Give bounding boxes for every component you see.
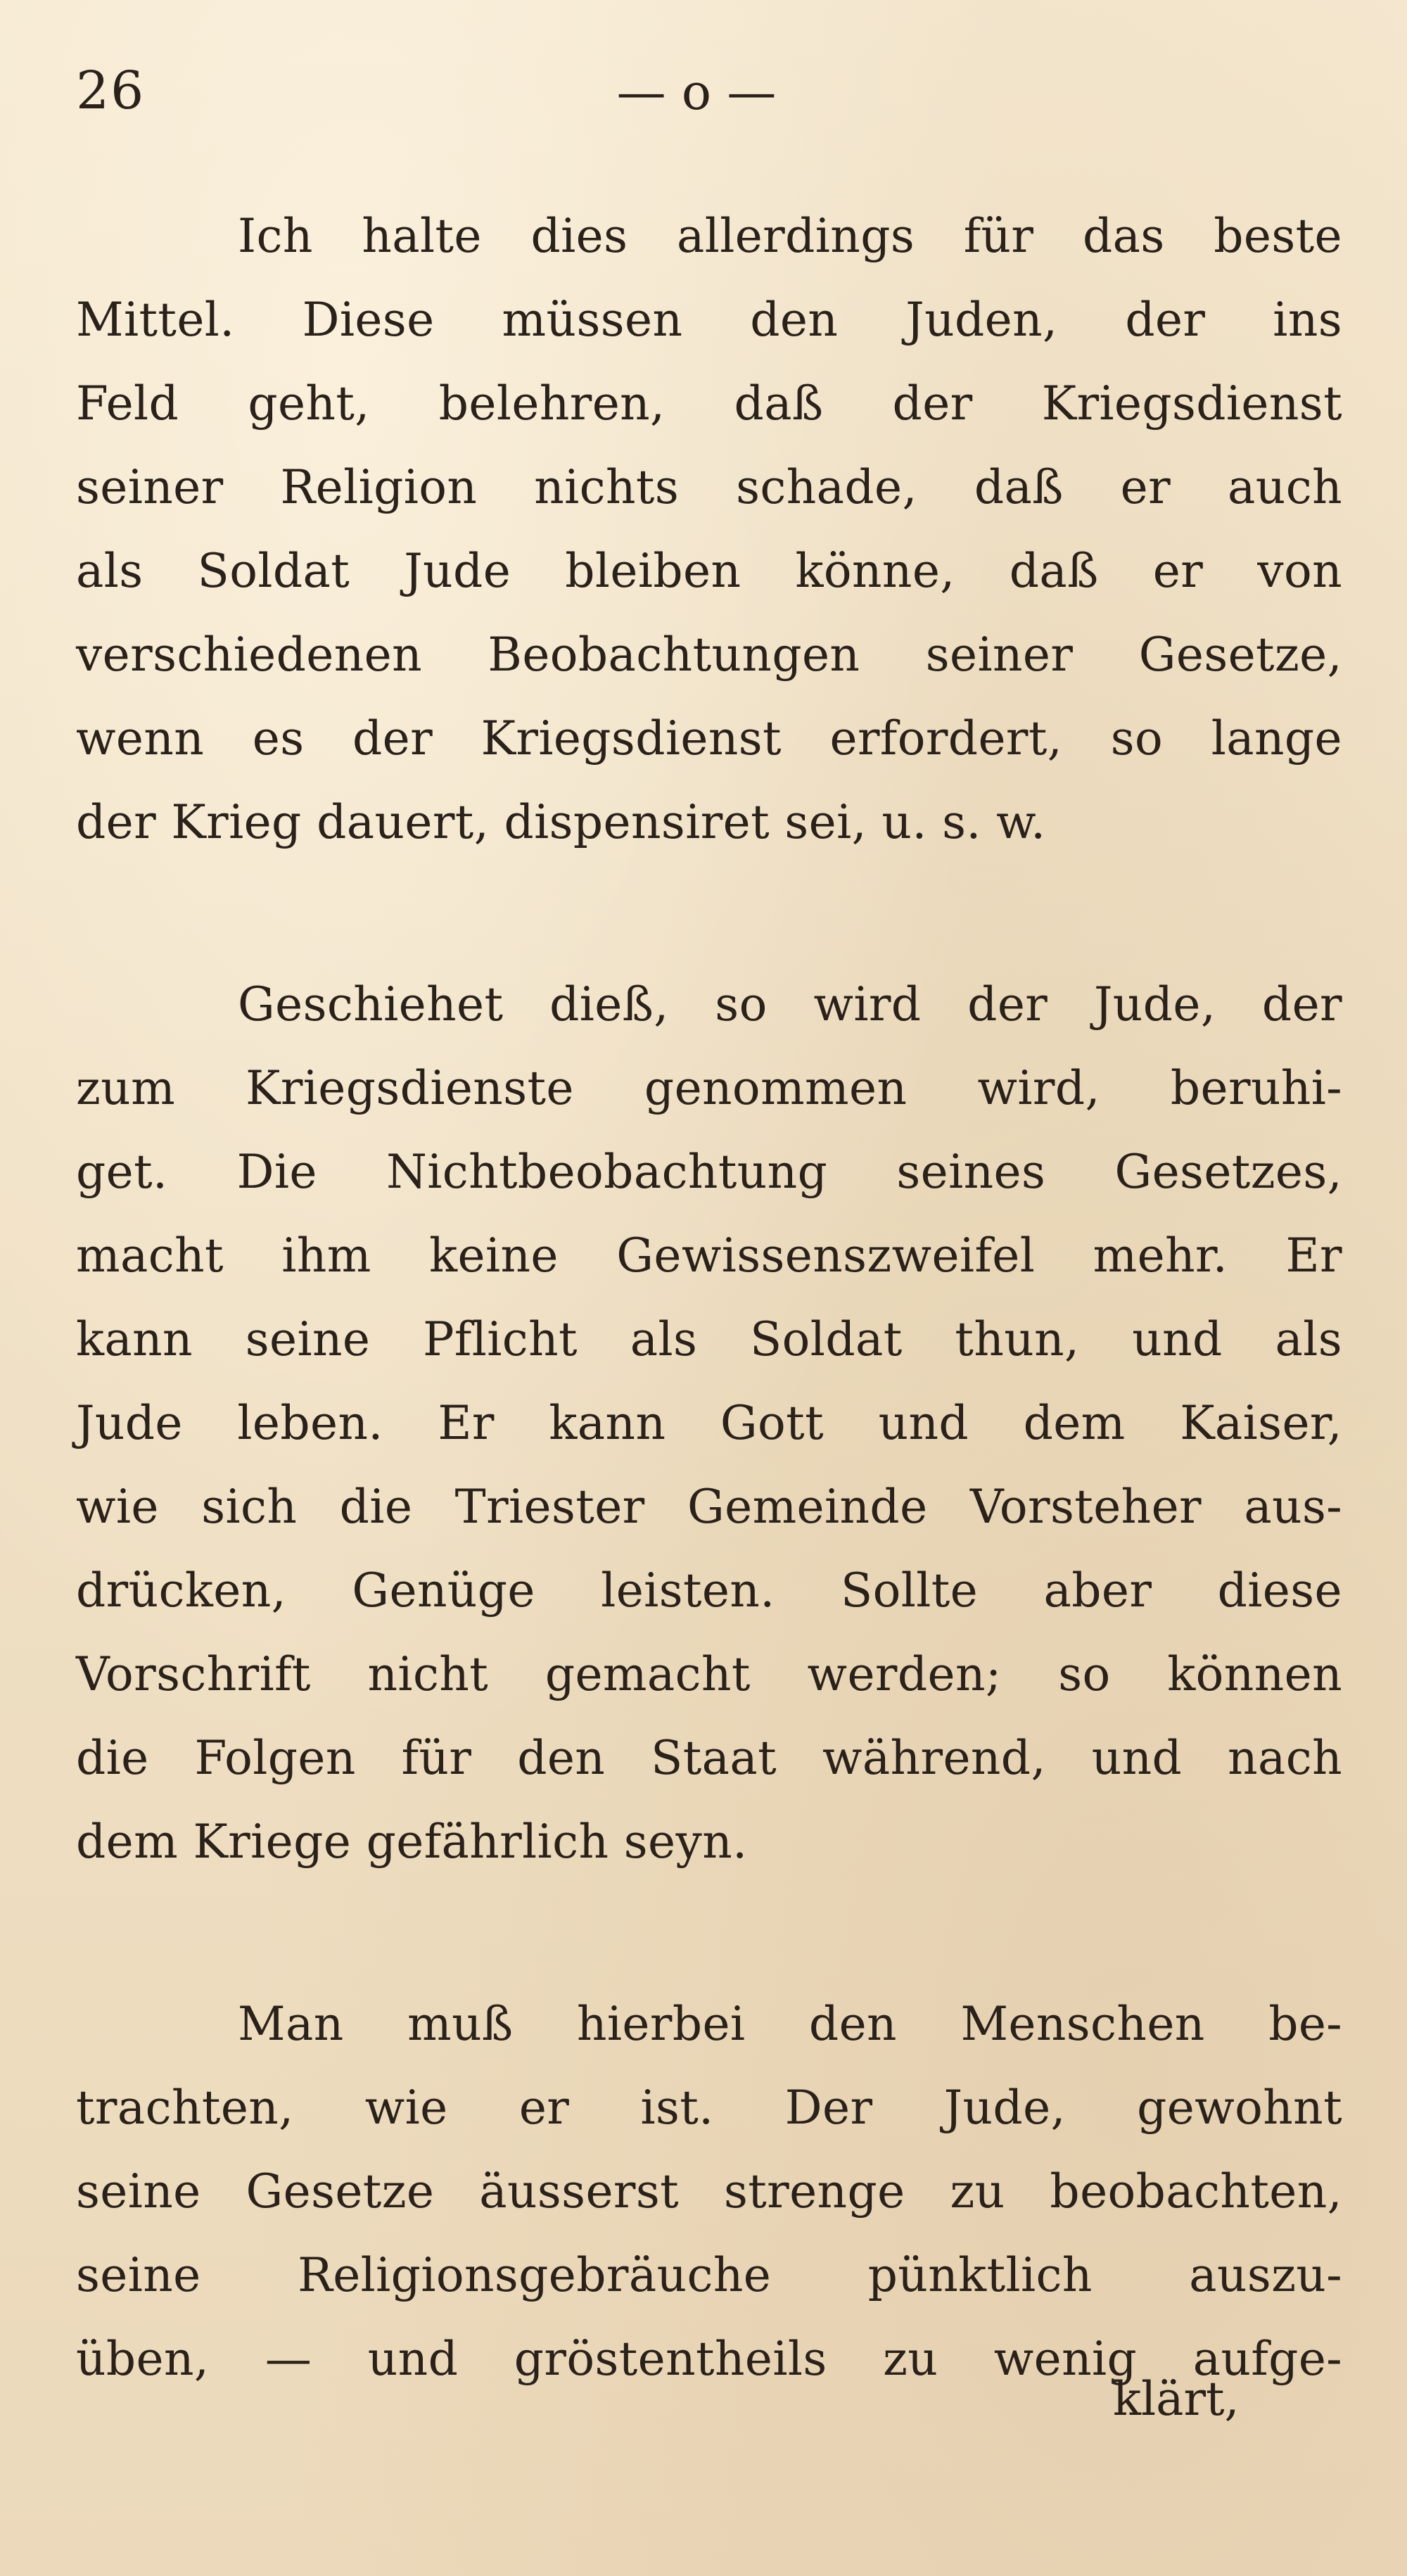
text-line: verschiedenen Beobachtungen seiner Gesetze,: [76, 628, 1342, 682]
text-line: seiner Religion nichts schade, daß er auch: [76, 460, 1342, 514]
text-line: der Krieg dauert, dispensiret sei, u. s. w.: [76, 795, 1046, 849]
page-number: 26: [76, 61, 146, 121]
body-text: [76, 194, 1342, 2401]
text-line: drücken, Genüge leisten. Sollte aber diese: [76, 1563, 1342, 1618]
text-line: macht ihm keine Gewissenszweifel mehr. Er: [76, 1229, 1342, 1283]
text-line: dem Kriege gefährlich seyn.: [76, 1815, 748, 1869]
text-line: Jude leben. Er kann Gott und dem Kaiser,: [76, 1396, 1342, 1450]
text-line: get. Die Nichtbeobachtung seines Gesetzes,: [76, 1145, 1342, 1199]
text-line: Mittel. Diese müssen den Juden, der ins: [76, 293, 1342, 347]
text-line: seine Gesetze äusserst strenge zu beobachten,: [76, 2164, 1342, 2219]
paragraph-2: [76, 963, 1342, 1884]
text-line: Man muß hierbei den Menschen be-: [238, 1997, 1342, 2051]
paragraph-1: [76, 194, 1342, 864]
text-line: trachten, wie er ist. Der Jude, gewohnt: [76, 2081, 1342, 2135]
paragraph-3: [76, 1982, 1342, 2401]
text-line: zum Kriegsdienste genommen wird, beruhi-: [76, 1061, 1342, 1115]
text-line: wenn es der Kriegsdienst erfordert, so lange: [76, 711, 1342, 766]
text-line: Vorschrift nicht gemacht werden; so können: [76, 1647, 1342, 1701]
text-line: als Soldat Jude bleiben könne, daß er von: [76, 544, 1342, 598]
text-line: Ich halte dies allerdings für das beste: [238, 209, 1342, 263]
text-line: wie sich die Triester Gemeinde Vorsteher aus-: [76, 1480, 1342, 1534]
text-line: Geschiehet dieß, so wird der Jude, der: [238, 977, 1342, 1032]
running-head: — o —: [616, 63, 777, 121]
text-line: die Folgen für den Staat während, und nach: [76, 1731, 1342, 1785]
text-line: kann seine Pflicht als Soldat thun, und als: [76, 1312, 1342, 1366]
text-line: Feld geht, belehren, daß der Kriegsdienst: [76, 376, 1342, 431]
text-line: seine Religionsgebräuche pünktlich auszu-: [76, 2248, 1342, 2302]
catchword: klärt,: [1113, 2372, 1240, 2426]
text-line: üben, — und gröstentheils zu wenig aufge-: [76, 2332, 1342, 2386]
